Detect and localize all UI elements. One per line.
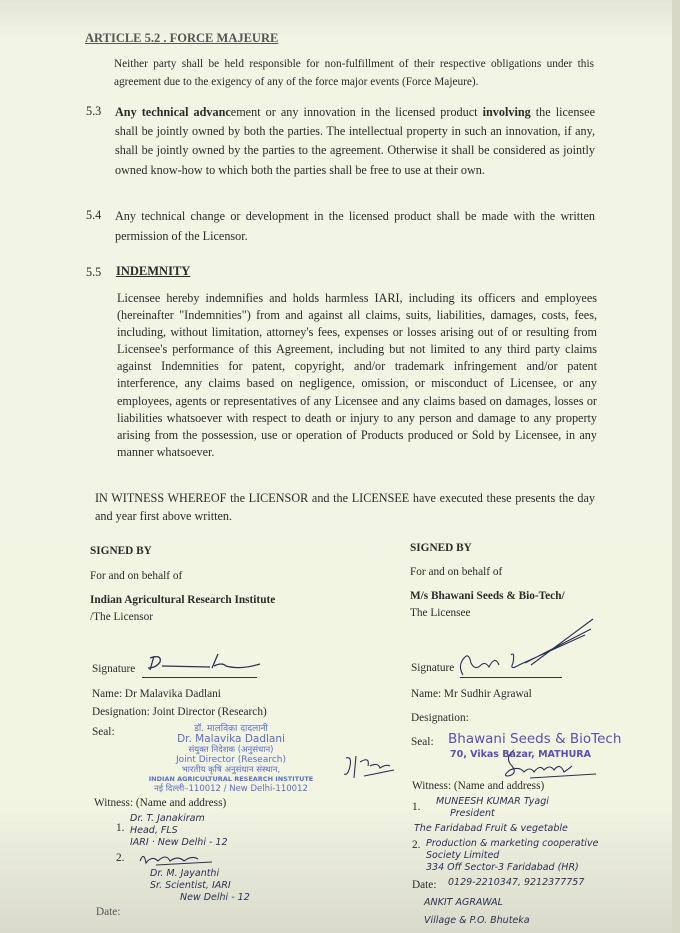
handwritten-line: IARI · New Delhi - 12 <box>130 837 228 848</box>
witness-2-handwriting <box>426 838 598 874</box>
stamp-text: भारतीय कृषि अनुसंधान संस्थान, <box>181 765 281 775</box>
seal-signature <box>500 748 600 780</box>
bold-text: involving <box>482 105 531 119</box>
witness-2-signature <box>136 849 216 867</box>
clause-number: 5.4 <box>86 208 102 222</box>
stamp-text: INDIAN AGRICULTURAL RESEARCH INSTITUTE <box>148 775 314 783</box>
clause-5-4-text: Any technical change or development in the licensed product shall be made with the written permission of the Licensor. <box>115 209 595 243</box>
handwritten-line: Village & P.O. Bhuteka <box>424 915 530 926</box>
licensor-signature <box>140 650 280 676</box>
handwritten-line: MUNEESH KUMAR Tyagi <box>436 796 549 807</box>
witness-number: 1. <box>116 822 125 834</box>
licensor-name: Name: Dr Malavika Dadlani <box>92 688 221 700</box>
bold-text: Any technical advanc <box>115 105 231 119</box>
stamp-text: नई दिल्ली–110012 / New Delhi-110012 <box>154 784 308 794</box>
seal-label: Seal: <box>411 736 434 748</box>
page-edge <box>672 0 680 933</box>
handwritten-line: 334 Off Sector-3 Faridabad (HR) <box>426 862 579 873</box>
indemnity-heading: INDEMNITY <box>116 264 191 278</box>
date-label: Date: <box>96 906 121 918</box>
iari-stamp <box>128 724 334 794</box>
behalf-label: For and on behalf of <box>90 570 183 582</box>
stamp-text: Dr. Malavika Dadlani <box>177 733 285 745</box>
licensee-name: Name: Mr Sudhir Agrawal <box>411 688 532 700</box>
witness-number: 1. <box>412 801 421 813</box>
handwritten-line: Production & marketing cooperative <box>426 838 599 849</box>
handwritten-line: ANKIT AGRAWAL <box>424 897 503 908</box>
handwritten-line: Society Limited <box>426 850 500 861</box>
handwritten-line: President <box>450 808 495 819</box>
witness-number: 2. <box>116 852 125 864</box>
initials-mark <box>340 752 400 782</box>
bhawani-stamp-address: 70, Vikas Bazar, MATHURA <box>450 749 591 760</box>
signature-label: Signature <box>92 663 136 675</box>
signed-by-label: SIGNED BY <box>90 545 152 557</box>
licensor-designation: Designation: Joint Director (Research) <box>92 706 267 718</box>
witness-number: 2. <box>412 839 421 851</box>
licensee-role: The Licensee <box>410 607 471 619</box>
date-label: Date: <box>412 879 437 891</box>
stamp-text: डॉ. मालविका दादलानी <box>194 724 268 734</box>
bhawani-stamp-name: Bhawani Seeds & BioTech <box>448 731 622 747</box>
licensor-role: /The Licensor <box>90 611 154 623</box>
stamp-text: Joint Director (Research) <box>175 755 287 765</box>
licensor-org: Indian Agricultural Research Institute <box>90 594 276 606</box>
clause-text: the licensee shall be jointly owned by both the parties. The intellectual property in such an innovation, if any, shall be jointly owned by the parties to the agreement. Otherwise it shall be considered as jointly owned know-how to which both the parties shall be free to use at their own. <box>115 105 595 177</box>
indemnity-text: Licensee hereby indemnifies and holds harmless IARI, including its officers and employees (hereinafter "Indemnities") from and against all claims, suits, liabilities, damages, costs, fees, including, without limitation, attorney's fees, expenses or losses arising out of or resulting from Licensee's performance of this Agreement, including but not limited to any third party claims against Indemnities for patent, copyright, and/or trademark infringement and/or patent interference, any claims based on negligence, omission, or misconduct of Licensee, or any employees, agents or representatives of any Licensee and any claims based on damages, losses or liabilities whatsoever with respect to death or injury to any person and damage to any property arising from the possession, use or operation of Products produced or Sold by Licensee, in any manner whatsoever. <box>117 291 597 459</box>
licensee-signature <box>455 605 595 680</box>
clause-number: 5.5 <box>86 265 102 279</box>
witness-label: Witness: (Name and address) <box>412 780 545 792</box>
clause-5-3-text <box>115 103 595 180</box>
signature-line <box>460 677 562 678</box>
handwritten-line: Sr. Scientist, IARI <box>150 880 231 891</box>
licensee-org: M/s Bhawani Seeds & Bio-Tech/ <box>410 590 565 602</box>
force-majeure-text: Neither party shall be held responsible for non-fulfillment of their respective obligations under this agreement due to the exigency of any of the force major events (Force Majeure). <box>114 58 594 88</box>
witness-label: Witness: (Name and address) <box>94 797 227 809</box>
article-heading: ARTICLE 5.2 . FORCE MAJEURE <box>85 31 279 45</box>
extra-witness <box>424 897 530 927</box>
signed-by-label: SIGNED BY <box>410 542 472 554</box>
clause-number: 5.3 <box>86 104 102 118</box>
witness-1-address: The Faridabad Fruit & vegetable <box>414 823 568 834</box>
stamp-text: संयुक्त निदेशक (अनुसंधान) <box>188 745 274 755</box>
witness-1-handwriting <box>130 813 228 849</box>
clause-text: ement or any innovation in the licensed product <box>230 105 483 119</box>
licensee-designation: Designation: <box>411 712 469 724</box>
phone-numbers: 0129-2210347, 9212377757 <box>448 877 585 888</box>
handwritten-line: Dr. M. Jayanthi <box>150 868 220 879</box>
handwritten-line: Head, FLS <box>130 825 178 836</box>
handwritten-line: Dr. T. Janakiram <box>130 813 205 824</box>
handwritten-line: New Delhi - 12 <box>180 892 250 903</box>
signature-label: Signature <box>411 662 455 674</box>
witness-1-handwriting <box>436 796 549 820</box>
behalf-label: For and on behalf of <box>410 566 503 578</box>
witness-2-handwriting <box>150 868 250 904</box>
witness-statement: IN WITNESS WHEREOF the LICENSOR and the LICENSEE have executed these presents the day and year first above written. <box>95 491 595 523</box>
seal-label: Seal: <box>92 726 115 738</box>
signature-line <box>142 677 257 678</box>
